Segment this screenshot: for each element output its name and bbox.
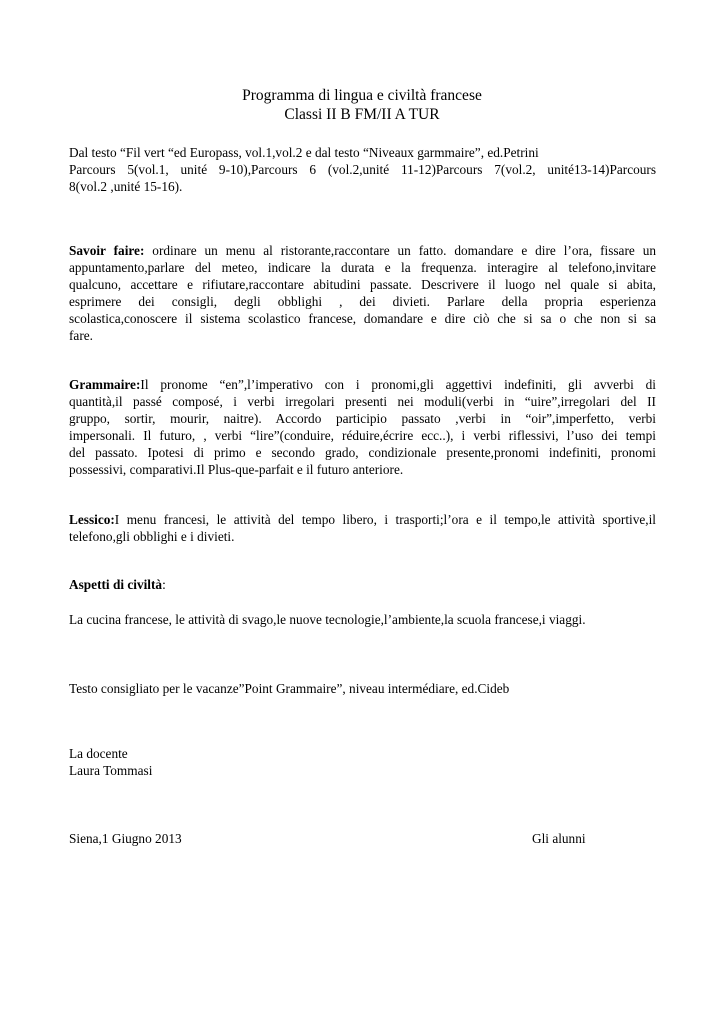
students-signature: Gli alunni	[532, 831, 586, 846]
lessico-line-1	[69, 511, 656, 528]
grammaire-line-5: del passato. Ipotesi di primo e secondo grado, condizionale presente,pronomi indefiniti, pronomi	[69, 445, 656, 460]
civilta-label: Aspetti di civiltà	[69, 577, 163, 592]
savoir-faire-line-6: fare.	[69, 328, 93, 343]
lessico-line-2: telefono,gli obblighi e i divieti.	[69, 529, 235, 544]
savoir-faire-line-5: scolastica,conoscere il sistema scolastico francese, domandare e dire ciò che si sa o che non si sa	[69, 311, 656, 326]
grammaire-line-4: impersonali. Il futuro, , verbi “lire”(conduire, réduire,écrire ecc..), i verbi riflessivi, l’uso dei tempi	[69, 428, 656, 443]
title-line-1: Programma di lingua e civiltà francese	[242, 87, 482, 104]
vacanze-text: Testo consigliato per le vacanze”Point Grammaire”, niveau intermédiare, ed.Cideb	[69, 681, 510, 696]
docente-block	[69, 745, 656, 779]
savoir-faire-label: Savoir faire:	[69, 243, 145, 258]
savoir-faire-paragraph	[69, 242, 656, 344]
textbooks-line-3: 8(vol.2 ,unité 15-16).	[69, 179, 183, 194]
grammaire-paragraph	[69, 376, 656, 478]
grammaire-label: Grammaire:	[69, 377, 141, 392]
savoir-faire-line-1-text: ordinare un menu al ristorante,raccontare un fatto. domandare e dire l’ora, fissare un	[144, 243, 656, 258]
vacanze-paragraph	[69, 680, 656, 697]
textbooks-line-1: Dal testo “Fil vert “ed Europass, vol.1,vol.2 e dal testo “Niveaux garmmaire”, ed.Petrini	[69, 145, 539, 160]
docente-role: La docente	[69, 746, 128, 761]
savoir-faire-line-1	[69, 242, 656, 259]
civilta-heading	[69, 576, 656, 593]
textbooks-line-2: Parcours 5(vol.1, unité 9-10),Parcours 6 (vol.2,unité 11-12)Parcours 7(vol.2, unité13-14)Parcours	[69, 162, 656, 177]
grammaire-line-6: possessivi, comparativi.Il Plus-que-parfait e il futuro anteriore.	[69, 462, 404, 477]
grammaire-line-1	[69, 376, 656, 393]
grammaire-line-1-text: Il pronome “en”,l’imperativo con i pronomi,gli aggettivi indefiniti, gli avverbi di	[140, 377, 656, 392]
savoir-faire-line-2: appuntamento,parlare del meteo, indicare la durata e la frequenza. interagire al telefono,invitare	[69, 260, 656, 275]
savoir-faire-line-3: qualcuno, accettare e rifiutare,raccontare abitudini passate. Descrivere il luogo nel quale si abita,	[69, 277, 656, 292]
grammaire-line-2: quantità,il passé composé, i verbi irregolari presenti nei moduli(verbi in “uire”,irregolari del II	[69, 394, 656, 409]
docente-name: Laura Tommasi	[69, 763, 153, 778]
civilta-text: La cucina francese, le attività di svago,le nuove tecnologie,l’ambiente,la scuola francese,i viaggi.	[69, 612, 586, 627]
lessico-line-1-text: I menu francesi, le attività del tempo libero, i trasporti;l’ora e il tempo,le attività sportive,il	[114, 512, 656, 527]
title-line-2: Classi II B FM/II A TUR	[284, 106, 440, 123]
civilta-colon: :	[162, 577, 166, 592]
civilta-paragraph	[69, 611, 656, 628]
lessico-label: Lessico:	[69, 512, 115, 527]
savoir-faire-line-4: esprimere dei consigli, degli obblighi , dei divieti. Parlare della propria esperienza	[69, 294, 656, 309]
lessico-paragraph	[69, 511, 656, 545]
grammaire-line-3: gruppo, sortir, mourir, naitre). Accordo participio passato ,verbi in “oir”,imperfetto, verbi	[69, 411, 656, 426]
document-title	[0, 86, 724, 124]
place-date: Siena,1 Giugno 2013	[69, 831, 182, 846]
textbooks-paragraph	[69, 144, 656, 195]
